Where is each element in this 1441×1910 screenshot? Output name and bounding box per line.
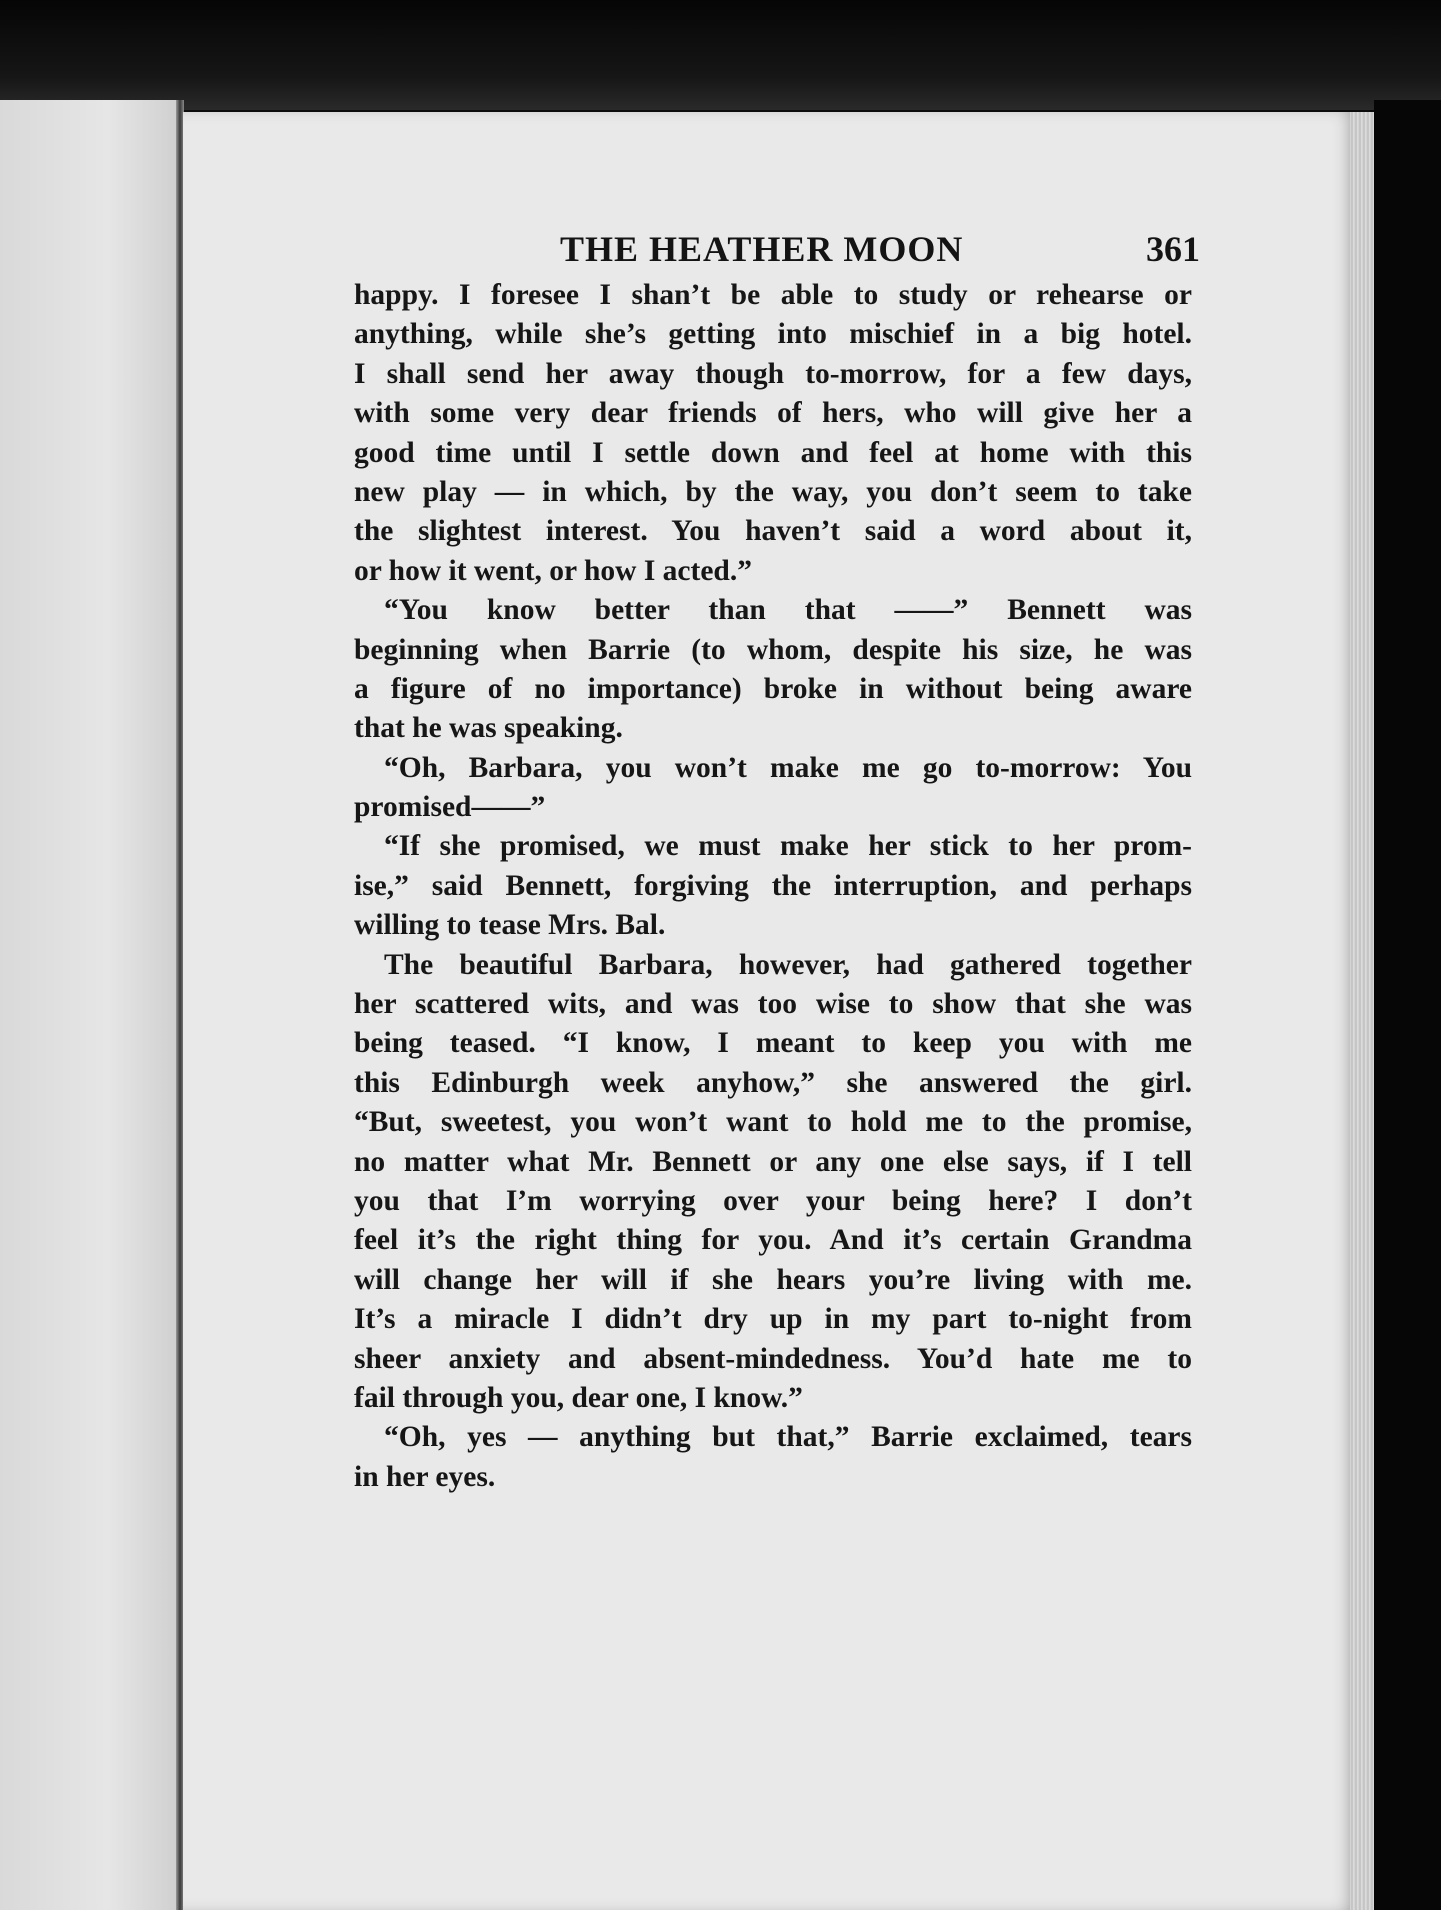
text-line: “Oh, yes — anything but that,” Barrie exclaimed, tears xyxy=(384,1421,1192,1454)
text-line: her scattered wits, and was too wise to show that she was xyxy=(354,988,1192,1021)
text-line: that he was speaking. xyxy=(354,712,623,745)
text-line: “Oh, Barbara, you won’t make me go to-morrow: You xyxy=(384,751,1192,784)
text-line: anything, while she’s getting into mischief in a big hotel. xyxy=(354,318,1192,351)
text-line: beginning when Barrie (to whom, despite his size, he was xyxy=(354,633,1192,666)
left-facing-page xyxy=(0,100,180,1910)
page-number: 361 xyxy=(1146,229,1200,269)
text-line: this Edinburgh week anyhow,” she answered the girl. xyxy=(354,1066,1192,1099)
text-line: or how it went, or how I acted.” xyxy=(354,554,752,587)
text-line: good time until I settle down and feel at home with this xyxy=(354,436,1192,469)
text-line: new play — in which, by the way, you don’t seem to take xyxy=(354,475,1192,508)
text-line: no matter what Mr. Bennett or any one else says, if I tell xyxy=(354,1145,1192,1178)
running-header xyxy=(560,228,1200,278)
text-line: happy. I foresee I shan’t be able to study or rehearse or xyxy=(354,279,1192,311)
text-line: sheer anxiety and absent-mindedness. You’d hate me to xyxy=(354,1342,1192,1375)
running-title: THE HEATHER MOON xyxy=(560,229,964,269)
text-line: will change her will if she hears you’re living with me. xyxy=(354,1263,1192,1296)
text-line: the slightest interest. You haven’t said a word about it, xyxy=(354,515,1192,548)
text-line: I shall send her away though to-morrow, for a few days, xyxy=(354,357,1192,390)
text-line: “But, sweetest, you won’t want to hold me to the promise, xyxy=(354,1106,1192,1139)
text-line: willing to tease Mrs. Bal. xyxy=(354,909,666,942)
text-line: with some very dear friends of hers, who will give her a xyxy=(354,397,1192,430)
text-line: The beautiful Barbara, however, had gathered together xyxy=(384,948,1192,981)
text-line: a figure of no importance) broke in without being aware xyxy=(354,672,1192,705)
body-text xyxy=(354,276,1192,1497)
text-line: fail through you, dear one, I know.” xyxy=(354,1381,803,1414)
text-line: “You know better than that ——” Bennett was xyxy=(384,594,1192,627)
text-line: “If she promised, we must make her stick to her prom- xyxy=(384,830,1192,863)
text-line: feel it’s the right thing for you. And it’s certain Grandma xyxy=(354,1224,1192,1257)
page-edges xyxy=(1350,112,1374,1910)
text-line: being teased. “I know, I meant to keep you with me xyxy=(354,1027,1192,1060)
text-line: in her eyes. xyxy=(354,1460,496,1493)
text-line: you that I’m worrying over your being here? I don’t xyxy=(354,1184,1192,1217)
scan-right-border xyxy=(1374,100,1441,1910)
text-line: ise,” said Bennett, forgiving the interruption, and perhaps xyxy=(354,869,1192,902)
text-line: promised——” xyxy=(354,791,546,824)
text-line: It’s a miracle I didn’t dry up in my part to-night from xyxy=(354,1303,1192,1336)
scan-top-border xyxy=(0,0,1441,110)
